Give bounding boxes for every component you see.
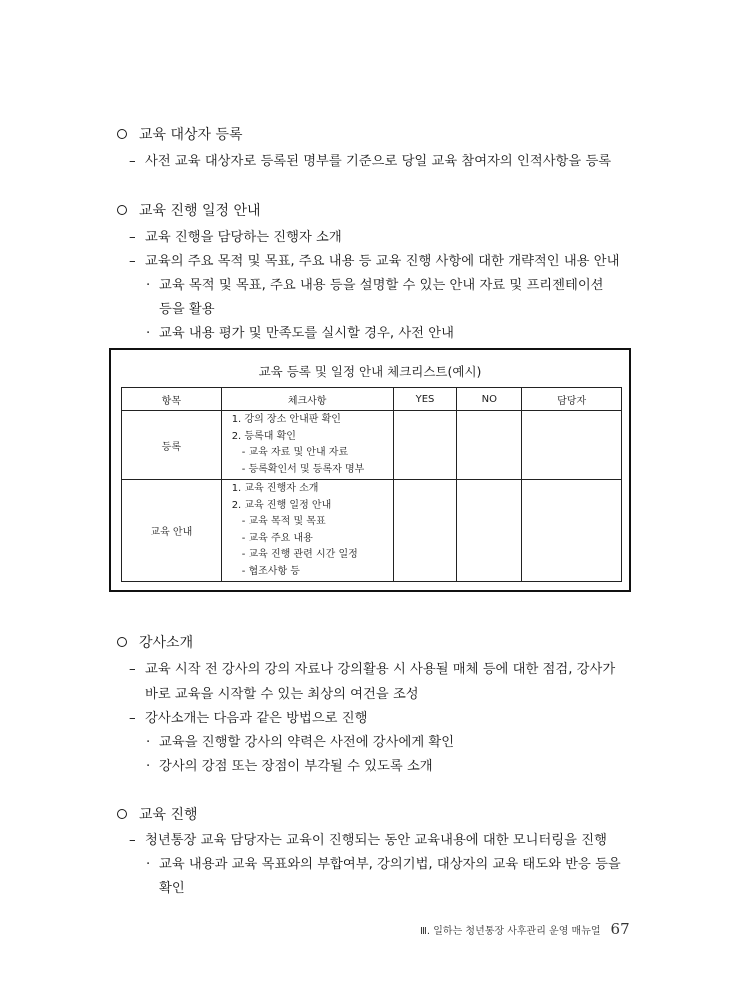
- dot-item: [146, 274, 604, 293]
- check-subitem: - 교육 자료 및 안내 자료: [241, 447, 349, 458]
- dash-item: [129, 658, 615, 677]
- item-text: 교육 내용 평가 및 만족도를 실시할 경우, 사전 안내: [159, 326, 454, 341]
- dot-item: [146, 853, 621, 872]
- section-heading-4: [117, 804, 198, 824]
- dash-item: [129, 150, 611, 169]
- item-text: 바로 교육을 시작할 수 있는 최상의 여건을 조성: [145, 687, 419, 702]
- header-cell: 체크사항: [221, 388, 393, 411]
- page-footer: [420, 920, 630, 938]
- no-cell: [457, 480, 522, 582]
- check-item: 1. 강의 장소 안내판 확인: [231, 414, 341, 425]
- dot-item: [146, 731, 454, 750]
- dot-item: [146, 755, 433, 774]
- table-row: [122, 480, 622, 582]
- dash-item: [129, 829, 607, 848]
- item-text: 교육을 진행할 강사의 약력은 사전에 강사에게 확인: [159, 735, 455, 750]
- section-title: 교육 진행 일정 안내: [139, 203, 261, 219]
- dot-mark: ·: [146, 735, 151, 750]
- circle-bullet-icon: [117, 205, 127, 215]
- header-cell: 항목: [122, 388, 222, 411]
- check-subitem: - 교육 주요 내용: [241, 532, 313, 544]
- dash-mark: –: [129, 230, 136, 245]
- dash-mark: –: [129, 833, 136, 848]
- section-title: 교육 대상자 등록: [139, 127, 243, 143]
- item-text: 등을 활용: [159, 302, 215, 317]
- check-subitem: - 등록확인서 및 등록자 명부: [241, 463, 365, 475]
- dot-item-continuation: [159, 298, 215, 317]
- dash-item: [129, 707, 367, 726]
- item-text: 교육 시작 전 강사의 강의 자료나 강의활용 시 사용될 매체 등에 대한 점검, 강사가: [145, 662, 616, 677]
- section-heading-2: [117, 200, 261, 220]
- footer-chapter-title: Ⅲ. 일하는 청년통장 사후관리 운영 매뉴얼: [420, 926, 601, 937]
- yes-cell: [393, 411, 457, 480]
- dash-item-continuation: [145, 683, 419, 702]
- section-heading-3: [117, 632, 193, 652]
- dot-item-continuation: [159, 877, 185, 896]
- dash-mark: –: [129, 662, 136, 677]
- circle-bullet-icon: [117, 809, 127, 819]
- check-item: 2. 교육 진행 일정 안내: [231, 499, 332, 511]
- check-subitem: - 교육 목적 및 목표: [241, 516, 326, 527]
- circle-bullet-icon: [117, 637, 127, 647]
- yes-cell: [393, 480, 457, 582]
- category-cell: 등록: [122, 411, 222, 480]
- item-text: 강사의 강점 또는 장점이 부각될 수 있도록 소개: [159, 759, 433, 774]
- header-cell: YES: [393, 388, 457, 411]
- check-subitem: - 협조사항 등: [241, 565, 300, 577]
- owner-cell: [522, 480, 622, 582]
- check-item: 2. 등록대 확인: [231, 430, 296, 442]
- checklist-box: [109, 348, 631, 592]
- check-items-cell: [221, 480, 393, 582]
- dot-item: [146, 322, 454, 341]
- dot-mark: ·: [146, 278, 151, 293]
- dash-item: [129, 226, 342, 245]
- item-text: 사전 교육 대상자로 등록된 명부를 기준으로 당일 교육 참여자의 인적사항을 등록: [145, 154, 612, 169]
- dash-mark: –: [129, 254, 136, 269]
- item-text: 청년통장 교육 담당자는 교육이 진행되는 동안 교육내용에 대한 모니터링을 진행: [145, 833, 607, 848]
- dash-mark: –: [129, 711, 136, 726]
- checklist-table: [121, 387, 622, 582]
- dash-mark: –: [129, 154, 136, 169]
- check-subitem: - 교육 진행 관련 시간 일정: [241, 549, 358, 560]
- section-heading-1: [117, 124, 243, 144]
- item-text: 교육의 주요 목적 및 목표, 주요 내용 등 교육 진행 사항에 대한 개략적인 내용 안내: [145, 254, 620, 269]
- category-cell: 교육 안내: [122, 480, 222, 582]
- owner-cell: [522, 411, 622, 480]
- circle-bullet-icon: [117, 129, 127, 139]
- item-text: 교육 내용과 교육 목표와의 부합여부, 강의기법, 대상자의 교육 태도와 반응 등을: [159, 857, 621, 872]
- header-cell: NO: [457, 388, 522, 411]
- section-title: 교육 진행: [139, 807, 198, 823]
- dot-mark: ·: [146, 857, 151, 872]
- dash-item: [129, 250, 619, 269]
- dot-mark: ·: [146, 759, 151, 774]
- section-title: 강사소개: [139, 635, 194, 651]
- item-text: 강사소개는 다음과 같은 방법으로 진행: [145, 711, 368, 726]
- header-cell: 담당자: [522, 388, 622, 411]
- table-header-row: [122, 388, 622, 411]
- dot-mark: ·: [146, 326, 151, 341]
- checklist-title: 교육 등록 및 일정 안내 체크리스트(예시): [258, 364, 482, 379]
- item-text: 교육 진행을 담당하는 진행자 소개: [145, 230, 342, 245]
- table-row: [122, 411, 622, 480]
- check-items-cell: [221, 411, 393, 480]
- check-item: 1. 교육 진행자 소개: [231, 483, 319, 494]
- page-number: 67: [610, 920, 630, 938]
- item-text: 교육 목적 및 목표, 주요 내용 등을 설명할 수 있는 안내 자료 및 프리젠테이션: [159, 278, 604, 293]
- item-text: 확인: [159, 881, 185, 896]
- no-cell: [457, 411, 522, 480]
